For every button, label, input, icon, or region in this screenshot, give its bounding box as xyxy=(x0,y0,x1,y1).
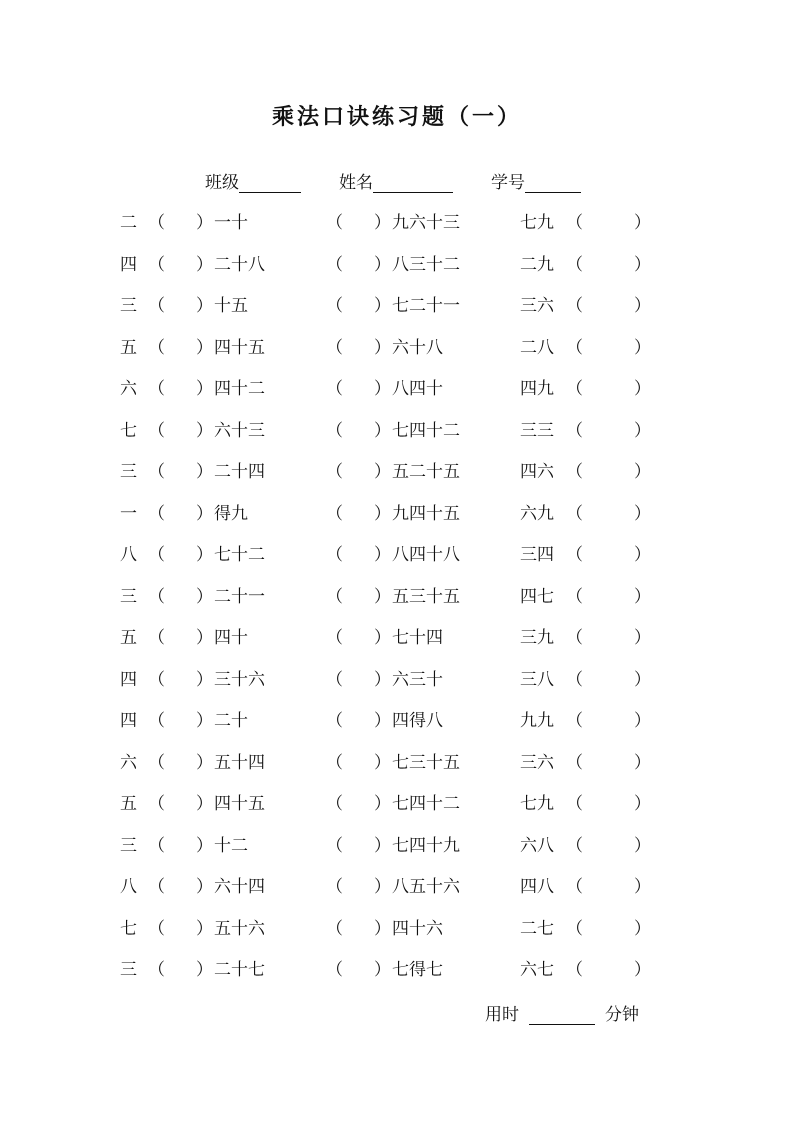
exercise-right-factors: 三八 xyxy=(520,669,554,690)
answer-blank-open-paren[interactable]: （ xyxy=(566,379,583,399)
answer-blank-open-paren[interactable]: （ xyxy=(566,669,583,690)
answer-blank-close-paren[interactable]: ） xyxy=(634,711,651,731)
exercise-left-product: 十五 xyxy=(214,296,248,316)
answer-blank-open-paren[interactable]: （ xyxy=(148,835,165,856)
answer-blank-close-paren[interactable]: ） xyxy=(634,379,651,399)
answer-blank-open-paren[interactable]: （ xyxy=(326,337,343,358)
answer-blank-close-paren[interactable]: ） xyxy=(196,877,213,897)
exercise-row xyxy=(0,333,794,375)
answer-blank-open-paren[interactable]: （ xyxy=(566,711,583,731)
exercise-left-factor: 四 xyxy=(120,711,137,731)
answer-blank-open-paren[interactable]: （ xyxy=(566,296,583,316)
exercise-left-product: 二十一 xyxy=(214,586,265,607)
exercise-right-factors: 四六 xyxy=(520,462,554,482)
answer-blank-close-paren[interactable]: ） xyxy=(196,462,213,482)
exercise-left-factor: 五 xyxy=(120,337,137,358)
answer-blank-open-paren[interactable]: （ xyxy=(566,503,583,524)
answer-blank-open-paren[interactable]: （ xyxy=(566,586,583,607)
answer-blank-open-paren[interactable]: （ xyxy=(566,752,583,773)
exercise-row xyxy=(0,872,794,914)
answer-blank-close-paren[interactable]: ） xyxy=(634,462,651,482)
answer-blank-open-paren[interactable]: （ xyxy=(566,462,583,482)
answer-blank-close-paren[interactable]: ） xyxy=(196,420,213,441)
exercise-row xyxy=(0,291,794,333)
answer-blank-close-paren[interactable]: ） xyxy=(374,877,391,897)
exercise-left-factor: 五 xyxy=(120,628,137,648)
answer-blank-open-paren[interactable]: （ xyxy=(326,379,343,399)
answer-blank-close-paren[interactable]: ） xyxy=(634,669,651,690)
answer-blank-close-paren[interactable]: ） xyxy=(196,628,213,648)
exercise-middle-text: 七四十二 xyxy=(392,794,460,814)
exercise-left-product: 六十三 xyxy=(214,420,265,441)
exercise-row xyxy=(0,955,794,997)
exercise-row xyxy=(0,416,794,458)
exercise-row xyxy=(0,457,794,499)
exercise-left-factor: 三 xyxy=(120,586,137,607)
name-blank[interactable] xyxy=(373,174,453,193)
answer-blank-open-paren[interactable]: （ xyxy=(326,586,343,607)
exercise-list xyxy=(0,208,794,997)
time-blank[interactable] xyxy=(529,1006,595,1025)
exercise-right-factors: 七九 xyxy=(520,213,554,233)
exercise-middle-text: 七十四 xyxy=(392,628,443,648)
answer-blank-open-paren[interactable]: （ xyxy=(148,545,165,565)
answer-blank-close-paren[interactable]: ） xyxy=(196,752,213,773)
exercise-row xyxy=(0,789,794,831)
number-label: 学号 xyxy=(491,173,525,193)
answer-blank-open-paren[interactable]: （ xyxy=(148,918,165,939)
exercise-left-product: 二十四 xyxy=(214,462,265,482)
exercise-middle-text: 八四十八 xyxy=(392,545,460,565)
answer-blank-close-paren[interactable]: ） xyxy=(634,420,651,441)
answer-blank-close-paren[interactable]: ） xyxy=(634,545,651,565)
answer-blank-close-paren[interactable]: ） xyxy=(374,918,391,939)
answer-blank-close-paren[interactable]: ） xyxy=(196,254,213,275)
class-label: 班级 xyxy=(205,173,239,193)
answer-blank-open-paren[interactable]: （ xyxy=(326,462,343,482)
exercise-left-factor: 八 xyxy=(120,877,137,897)
answer-blank-close-paren[interactable]: ） xyxy=(374,503,391,524)
answer-blank-open-paren[interactable]: （ xyxy=(326,213,343,233)
answer-blank-close-paren[interactable]: ） xyxy=(196,669,213,690)
exercise-left-factor: 二 xyxy=(120,213,137,233)
exercise-left-factor: 四 xyxy=(120,669,137,690)
answer-blank-open-paren[interactable]: （ xyxy=(566,213,583,233)
answer-blank-open-paren[interactable]: （ xyxy=(326,794,343,814)
answer-blank-open-paren[interactable]: （ xyxy=(326,835,343,856)
exercise-left-factor: 三 xyxy=(120,835,137,856)
answer-blank-close-paren[interactable]: ） xyxy=(196,213,213,233)
answer-blank-open-paren[interactable]: （ xyxy=(326,877,343,897)
exercise-row xyxy=(0,831,794,873)
exercise-left-factor: 三 xyxy=(120,296,137,316)
unit-label: 分钟 xyxy=(605,1005,639,1025)
answer-blank-open-paren[interactable]: （ xyxy=(326,669,343,690)
exercise-left-product: 二十 xyxy=(214,711,248,731)
answer-blank-open-paren[interactable]: （ xyxy=(326,752,343,773)
answer-blank-close-paren[interactable]: ） xyxy=(196,337,213,358)
answer-blank-open-paren[interactable]: （ xyxy=(148,794,165,814)
answer-blank-close-paren[interactable]: ） xyxy=(374,420,391,441)
exercise-right-factors: 三九 xyxy=(520,628,554,648)
exercise-left-factor: 七 xyxy=(120,420,137,441)
exercise-row xyxy=(0,706,794,748)
answer-blank-close-paren[interactable]: ） xyxy=(374,379,391,399)
answer-blank-close-paren[interactable]: ） xyxy=(634,628,651,648)
exercise-right-factors: 二七 xyxy=(520,918,554,939)
answer-blank-close-paren[interactable]: ） xyxy=(634,835,651,856)
answer-blank-open-paren[interactable]: （ xyxy=(326,960,343,980)
answer-blank-close-paren[interactable]: ） xyxy=(374,586,391,607)
answer-blank-open-paren[interactable]: （ xyxy=(326,296,343,316)
answer-blank-close-paren[interactable]: ） xyxy=(196,711,213,731)
answer-blank-open-paren[interactable]: （ xyxy=(326,545,343,565)
answer-blank-close-paren[interactable]: ） xyxy=(374,711,391,731)
answer-blank-close-paren[interactable]: ） xyxy=(196,545,213,565)
answer-blank-close-paren[interactable]: ） xyxy=(374,628,391,648)
answer-blank-close-paren[interactable]: ） xyxy=(634,254,651,275)
answer-blank-open-paren[interactable]: （ xyxy=(566,960,583,980)
class-blank[interactable] xyxy=(239,174,301,193)
exercise-row xyxy=(0,250,794,292)
exercise-left-factor: 七 xyxy=(120,918,137,939)
exercise-left-product: 四十 xyxy=(214,628,248,648)
answer-blank-open-paren[interactable]: （ xyxy=(566,877,583,897)
exercise-right-factors: 二九 xyxy=(520,254,554,275)
exercise-right-factors: 六九 xyxy=(520,503,554,524)
answer-blank-close-paren[interactable]: ） xyxy=(196,794,213,814)
exercise-left-product: 二十七 xyxy=(214,960,265,980)
exercise-left-factor: 六 xyxy=(120,379,137,399)
answer-blank-close-paren[interactable]: ） xyxy=(374,835,391,856)
exercise-left-factor: 一 xyxy=(120,503,137,524)
exercise-right-factors: 四九 xyxy=(520,379,554,399)
number-blank[interactable] xyxy=(525,174,581,193)
exercise-row xyxy=(0,582,794,624)
exercise-middle-text: 四十六 xyxy=(392,918,443,939)
answer-blank-close-paren[interactable]: ） xyxy=(634,918,651,939)
exercise-left-product: 四十二 xyxy=(214,379,265,399)
exercise-row xyxy=(0,540,794,582)
answer-blank-open-paren[interactable]: （ xyxy=(326,711,343,731)
answer-blank-close-paren[interactable]: ） xyxy=(374,669,391,690)
answer-blank-close-paren[interactable]: ） xyxy=(634,337,651,358)
answer-blank-open-paren[interactable]: （ xyxy=(326,918,343,939)
exercise-left-product: 四十五 xyxy=(214,794,265,814)
exercise-middle-text: 五三十五 xyxy=(392,586,460,607)
exercise-right-factors: 三四 xyxy=(520,545,554,565)
answer-blank-close-paren[interactable]: ） xyxy=(374,254,391,275)
exercise-middle-text: 六十八 xyxy=(392,337,443,358)
answer-blank-close-paren[interactable]: ） xyxy=(634,752,651,773)
exercise-left-product: 五十六 xyxy=(214,918,265,939)
exercise-left-factor: 三 xyxy=(120,960,137,980)
exercise-right-factors: 四八 xyxy=(520,877,554,897)
answer-blank-close-paren[interactable]: ） xyxy=(196,296,213,316)
exercise-middle-text: 八四十 xyxy=(392,379,443,399)
answer-blank-close-paren[interactable]: ） xyxy=(634,296,651,316)
time-footer xyxy=(485,1000,639,1025)
student-info xyxy=(205,168,581,193)
answer-blank-close-paren[interactable]: ） xyxy=(634,794,651,814)
exercise-row xyxy=(0,499,794,541)
answer-blank-open-paren[interactable]: （ xyxy=(148,213,165,233)
exercise-left-product: 四十五 xyxy=(214,337,265,358)
exercise-middle-text: 七得七 xyxy=(392,960,443,980)
answer-blank-close-paren[interactable]: ） xyxy=(374,794,391,814)
exercise-row xyxy=(0,748,794,790)
exercise-row xyxy=(0,623,794,665)
exercise-middle-text: 七四十二 xyxy=(392,420,460,441)
exercise-row xyxy=(0,374,794,416)
answer-blank-open-paren[interactable]: （ xyxy=(566,794,583,814)
answer-blank-close-paren[interactable]: ） xyxy=(374,296,391,316)
answer-blank-open-paren[interactable]: （ xyxy=(148,420,165,441)
exercise-left-factor: 五 xyxy=(120,794,137,814)
exercise-right-factors: 四七 xyxy=(520,586,554,607)
exercise-right-factors: 七九 xyxy=(520,794,554,814)
answer-blank-open-paren[interactable]: （ xyxy=(566,835,583,856)
answer-blank-close-paren[interactable]: ） xyxy=(196,918,213,939)
exercise-left-factor: 八 xyxy=(120,545,137,565)
exercise-left-factor: 四 xyxy=(120,254,137,275)
answer-blank-open-paren[interactable]: （ xyxy=(326,628,343,648)
exercise-middle-text: 九六十三 xyxy=(392,213,460,233)
exercise-middle-text: 七三十五 xyxy=(392,752,460,773)
answer-blank-close-paren[interactable]: ） xyxy=(374,337,391,358)
answer-blank-close-paren[interactable]: ） xyxy=(374,545,391,565)
answer-blank-open-paren[interactable]: （ xyxy=(326,503,343,524)
answer-blank-open-paren[interactable]: （ xyxy=(148,752,165,773)
exercise-right-factors: 三三 xyxy=(520,420,554,441)
answer-blank-open-paren[interactable]: （ xyxy=(148,877,165,897)
exercise-left-factor: 六 xyxy=(120,752,137,773)
answer-blank-close-paren[interactable]: ） xyxy=(196,503,213,524)
exercise-left-factor: 三 xyxy=(120,462,137,482)
answer-blank-close-paren[interactable]: ） xyxy=(196,586,213,607)
answer-blank-open-paren[interactable]: （ xyxy=(566,918,583,939)
exercise-left-product: 得九 xyxy=(214,503,248,524)
exercise-row xyxy=(0,208,794,250)
exercise-right-factors: 三六 xyxy=(520,296,554,316)
exercise-middle-text: 八五十六 xyxy=(392,877,460,897)
answer-blank-open-paren[interactable]: （ xyxy=(148,711,165,731)
answer-blank-open-paren[interactable]: （ xyxy=(148,462,165,482)
exercise-row xyxy=(0,665,794,707)
answer-blank-open-paren[interactable]: （ xyxy=(148,669,165,690)
answer-blank-close-paren[interactable]: ） xyxy=(634,960,651,980)
answer-blank-open-paren[interactable]: （ xyxy=(148,337,165,358)
answer-blank-close-paren[interactable]: ） xyxy=(374,462,391,482)
answer-blank-open-paren[interactable]: （ xyxy=(566,254,583,275)
exercise-left-product: 五十四 xyxy=(214,752,265,773)
answer-blank-open-paren[interactable]: （ xyxy=(148,254,165,275)
answer-blank-close-paren[interactable]: ） xyxy=(634,877,651,897)
answer-blank-open-paren[interactable]: （ xyxy=(148,628,165,648)
answer-blank-close-paren[interactable]: ） xyxy=(634,213,651,233)
answer-blank-close-paren[interactable]: ） xyxy=(196,960,213,980)
answer-blank-open-paren[interactable]: （ xyxy=(566,545,583,565)
answer-blank-open-paren[interactable]: （ xyxy=(566,420,583,441)
answer-blank-open-paren[interactable]: （ xyxy=(148,296,165,316)
exercise-middle-text: 九四十五 xyxy=(392,503,460,524)
exercise-middle-text: 四得八 xyxy=(392,711,443,731)
exercise-left-product: 二十八 xyxy=(214,254,265,275)
exercise-middle-text: 七二十一 xyxy=(392,296,460,316)
answer-blank-close-paren[interactable]: ） xyxy=(374,752,391,773)
answer-blank-open-paren[interactable]: （ xyxy=(148,503,165,524)
answer-blank-close-paren[interactable]: ） xyxy=(634,503,651,524)
exercise-middle-text: 八三十二 xyxy=(392,254,460,275)
exercise-left-product: 一十 xyxy=(214,213,248,233)
exercise-left-product: 三十六 xyxy=(214,669,265,690)
exercise-right-factors: 二八 xyxy=(520,337,554,358)
answer-blank-open-paren[interactable]: （ xyxy=(566,337,583,358)
answer-blank-open-paren[interactable]: （ xyxy=(326,420,343,441)
answer-blank-open-paren[interactable]: （ xyxy=(148,379,165,399)
exercise-middle-text: 六三十 xyxy=(392,669,443,690)
exercise-right-factors: 六七 xyxy=(520,960,554,980)
page-title: 乘法口诀练习题（一） xyxy=(271,104,522,130)
answer-blank-open-paren[interactable]: （ xyxy=(148,586,165,607)
name-label: 姓名 xyxy=(339,173,373,193)
answer-blank-close-paren[interactable]: ） xyxy=(634,586,651,607)
exercise-right-factors: 九九 xyxy=(520,711,554,731)
exercise-left-product: 七十二 xyxy=(214,545,265,565)
answer-blank-open-paren[interactable]: （ xyxy=(148,960,165,980)
answer-blank-close-paren[interactable]: ） xyxy=(374,960,391,980)
exercise-right-factors: 三六 xyxy=(520,752,554,773)
exercise-middle-text: 七四十九 xyxy=(392,835,460,856)
answer-blank-close-paren[interactable]: ） xyxy=(196,835,213,856)
exercise-left-product: 六十四 xyxy=(214,877,265,897)
answer-blank-open-paren[interactable]: （ xyxy=(326,254,343,275)
time-label: 用时 xyxy=(485,1005,519,1025)
answer-blank-close-paren[interactable]: ） xyxy=(196,379,213,399)
answer-blank-close-paren[interactable]: ） xyxy=(374,213,391,233)
exercise-middle-text: 五二十五 xyxy=(392,462,460,482)
answer-blank-open-paren[interactable]: （ xyxy=(566,628,583,648)
exercise-right-factors: 六八 xyxy=(520,835,554,856)
exercise-row xyxy=(0,914,794,956)
exercise-left-product: 十二 xyxy=(214,835,248,856)
